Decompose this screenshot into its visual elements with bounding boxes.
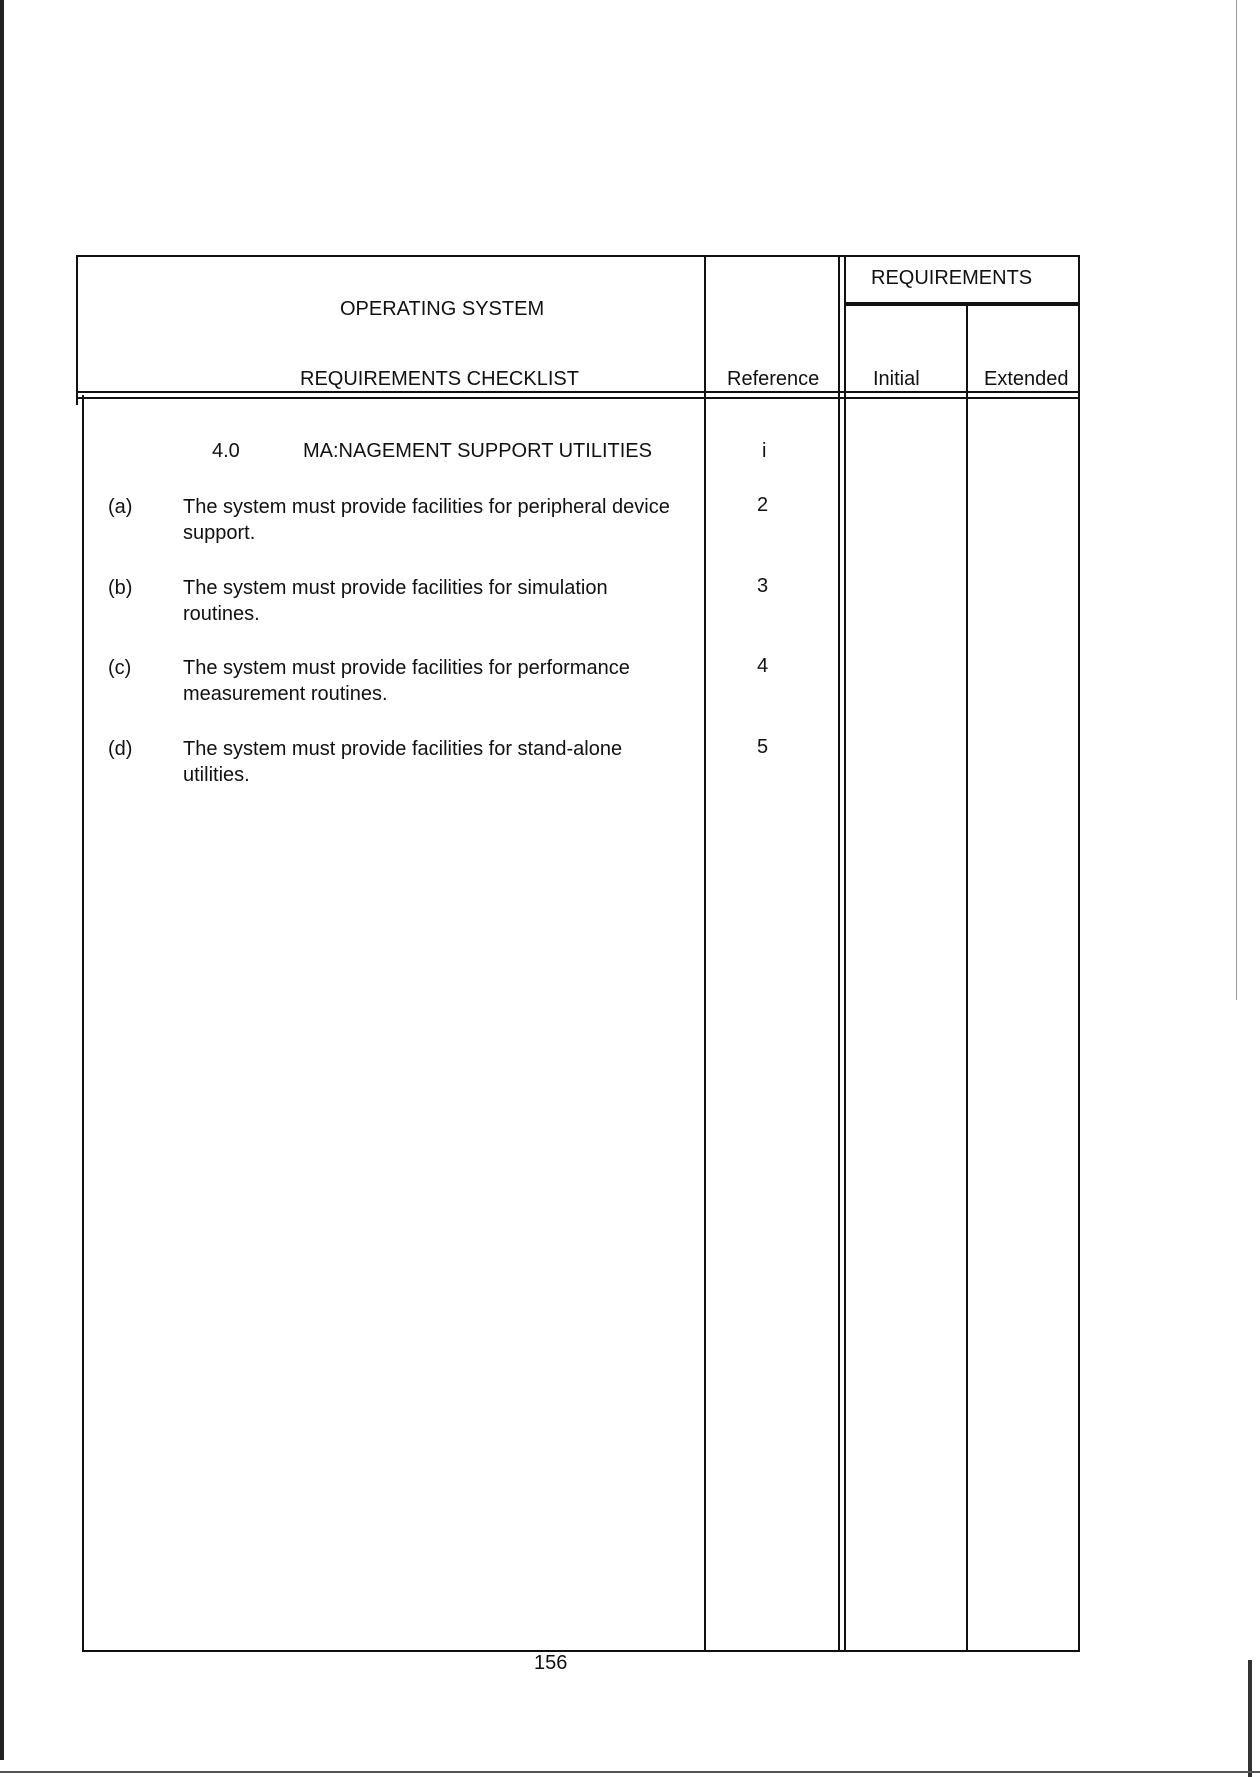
col-sep-reference-left — [704, 255, 706, 1652]
item-letter: (d) — [108, 738, 133, 760]
item-text: The system must provide facilities for stand-alone utilities. — [183, 738, 623, 786]
page-number: 156 — [534, 1652, 568, 1674]
extended-header: Extended — [984, 368, 1069, 390]
requirements-rule — [846, 302, 1080, 306]
table-border-right — [1078, 255, 1080, 1652]
item-reference: 4 — [757, 655, 769, 677]
item-text: The system must provide facilities for performance measurement routines. — [183, 657, 630, 705]
table-border-left — [76, 255, 78, 405]
item-text: The system must provide facilities for simulation routines. — [183, 577, 608, 625]
item-reference: 3 — [757, 575, 769, 597]
col-sep-extended-left — [966, 305, 968, 1652]
initial-header: Initial — [873, 368, 920, 390]
table-border-top — [76, 255, 1080, 257]
section-reference: i — [762, 440, 767, 462]
col-sep-initial-left-2 — [844, 255, 846, 1652]
reference-header: Reference — [727, 368, 820, 390]
page-title-line2: REQUIREMENTS CHECKLIST — [300, 368, 579, 390]
page-title-line1: OPERATING SYSTEM — [340, 298, 545, 320]
item-reference: 5 — [757, 736, 769, 758]
table-border-bottom — [82, 1650, 1080, 1652]
item-letter: (b) — [108, 577, 133, 599]
header-rule-2 — [76, 397, 1080, 399]
item-letter: (c) — [108, 657, 132, 679]
section-number: 4.0 — [212, 440, 240, 462]
section-title: MA:NAGEMENT SUPPORT UTILITIES — [303, 440, 652, 462]
item-reference: 2 — [757, 494, 769, 516]
col-sep-initial-left-1 — [838, 255, 840, 1652]
requirements-header: REQUIREMENTS — [871, 267, 1033, 289]
item-text: The system must provide facilities for peripheral device support. — [183, 496, 670, 544]
table-border-left-lower — [82, 395, 84, 1652]
item-letter: (a) — [108, 496, 133, 518]
